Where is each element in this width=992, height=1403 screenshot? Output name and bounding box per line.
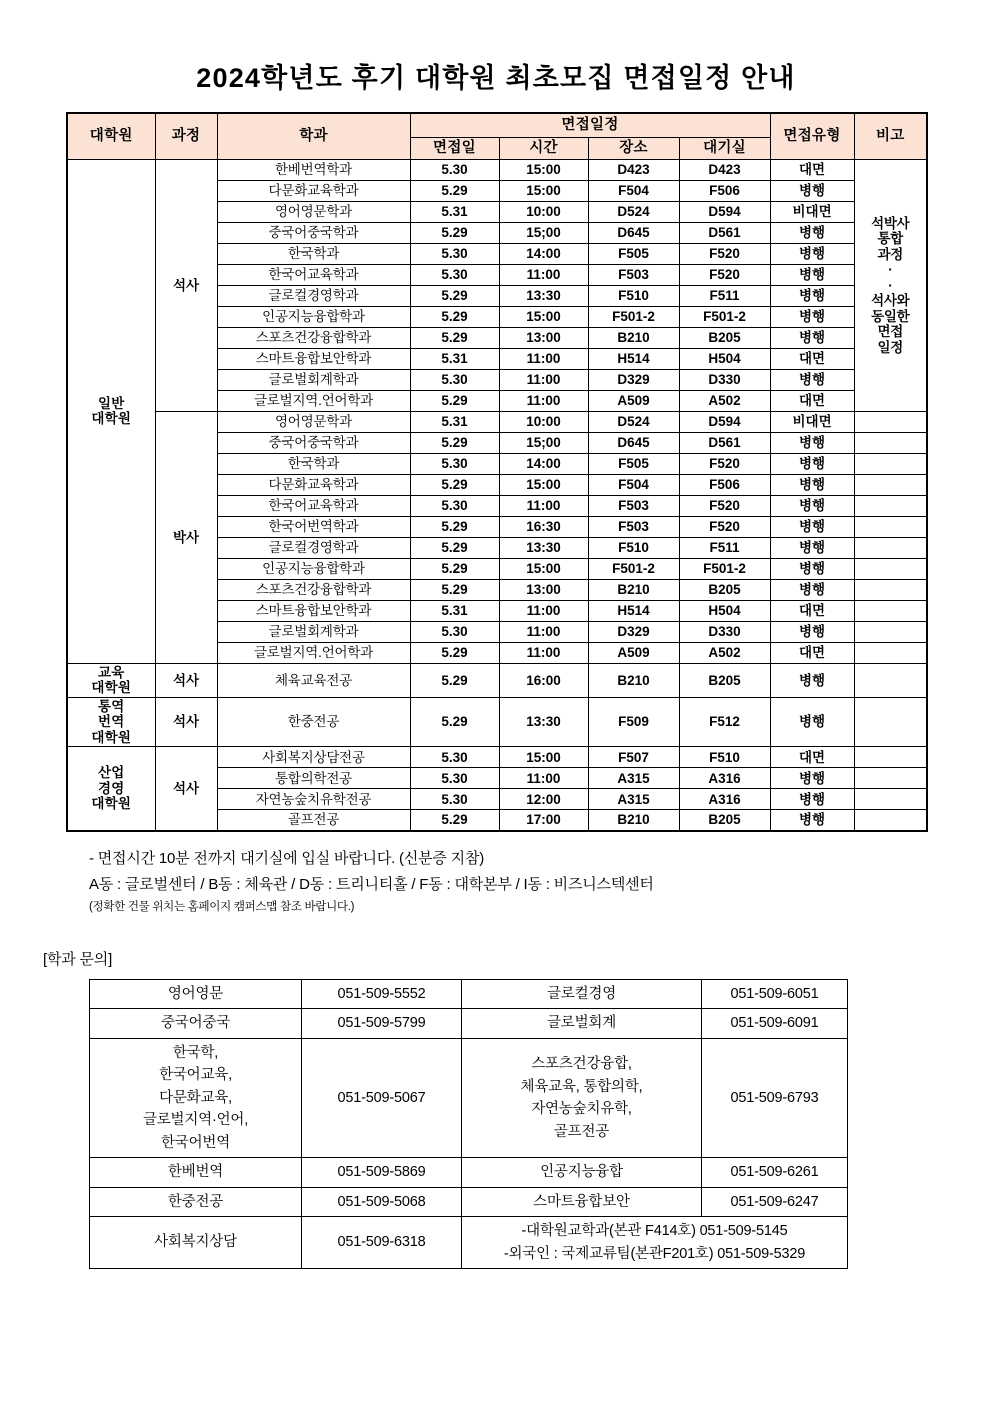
cell-interview-type: 병행 bbox=[770, 453, 854, 474]
cell-remarks-empty bbox=[854, 768, 927, 789]
cell-department: 골프전공 bbox=[217, 810, 410, 831]
cell-department: 인공지능융합학과 bbox=[217, 558, 410, 579]
cell-interview-type: 병행 bbox=[770, 243, 854, 264]
cell-interview-date: 5.31 bbox=[410, 600, 499, 621]
cell-interview-time: 17:00 bbox=[499, 810, 588, 831]
table-row bbox=[67, 747, 927, 768]
cell-interview-type: 병행 bbox=[770, 180, 854, 201]
contact-row bbox=[90, 1187, 848, 1216]
department-contact-table bbox=[89, 979, 848, 1269]
cell-interview-time: 10:00 bbox=[499, 201, 588, 222]
cell-interview-time: 15:00 bbox=[499, 306, 588, 327]
graduate-school-line: 대학원 bbox=[91, 411, 132, 427]
cell-interview-date: 5.30 bbox=[410, 159, 499, 180]
cell-department: 글로벌지역.언어학과 bbox=[217, 642, 410, 663]
cell-interview-time: 11:00 bbox=[499, 390, 588, 411]
contact-phone-2: 051-509-6247 bbox=[702, 1187, 848, 1216]
cell-interview-type: 병행 bbox=[770, 369, 854, 390]
cell-interview-place: F505 bbox=[588, 453, 679, 474]
cell-interview-time: 16:00 bbox=[499, 663, 588, 697]
cell-interview-type: 대면 bbox=[770, 642, 854, 663]
cell-department: 한국어교육학과 bbox=[217, 495, 410, 516]
cell-interview-type: 병행 bbox=[770, 222, 854, 243]
cell-interview-type: 병행 bbox=[770, 579, 854, 600]
interview-schedule-table bbox=[66, 112, 928, 832]
cell-department: 영어영문학과 bbox=[217, 201, 410, 222]
th-remarks: 비고 bbox=[854, 113, 927, 159]
cell-remarks-empty bbox=[854, 474, 927, 495]
cell-interview-type: 병행 bbox=[770, 285, 854, 306]
cell-interview-date: 5.29 bbox=[410, 663, 499, 697]
cell-interview-place: D645 bbox=[588, 222, 679, 243]
cell-interview-type: 비대면 bbox=[770, 411, 854, 432]
cell-interview-time: 11:00 bbox=[499, 768, 588, 789]
remarks-line: · bbox=[888, 262, 893, 278]
cell-interview-type: 대면 bbox=[770, 348, 854, 369]
th-graduate-school: 대학원 bbox=[67, 113, 155, 159]
cell-waiting-room: D594 bbox=[679, 201, 770, 222]
contact-row bbox=[90, 1038, 848, 1157]
contact-phone-2: 051-509-6793 bbox=[702, 1038, 848, 1157]
cell-interview-place: F510 bbox=[588, 285, 679, 306]
cell-interview-date: 5.29 bbox=[410, 697, 499, 747]
cell-interview-time: 14:00 bbox=[499, 243, 588, 264]
cell-waiting-room: F520 bbox=[679, 495, 770, 516]
cell-interview-type: 병행 bbox=[770, 621, 854, 642]
cell-interview-date: 5.30 bbox=[410, 264, 499, 285]
cell-interview-type: 병행 bbox=[770, 264, 854, 285]
cell-interview-date: 5.30 bbox=[410, 495, 499, 516]
cell-interview-place: H514 bbox=[588, 348, 679, 369]
cell-interview-date: 5.29 bbox=[410, 285, 499, 306]
remarks-line: 통합 bbox=[877, 231, 904, 247]
remarks-line: 면접 bbox=[877, 324, 904, 340]
cell-department: 스포츠건강융합학과 bbox=[217, 327, 410, 348]
cell-interview-date: 5.29 bbox=[410, 810, 499, 831]
cell-remarks-empty bbox=[854, 516, 927, 537]
contact-phone: 051-509-5552 bbox=[302, 980, 462, 1009]
cell-waiting-room: F511 bbox=[679, 537, 770, 558]
cell-interview-time: 11:00 bbox=[499, 642, 588, 663]
contact-department-line: 다문화교육, bbox=[159, 1089, 232, 1106]
cell-interview-time: 15:00 bbox=[499, 180, 588, 201]
cell-department: 스마트융합보안학과 bbox=[217, 600, 410, 621]
contact-department: 중국어중국 bbox=[90, 1009, 302, 1038]
cell-remarks-empty bbox=[854, 642, 927, 663]
contact-department-2: 인공지능융합 bbox=[462, 1158, 702, 1187]
cell-interview-place: F503 bbox=[588, 264, 679, 285]
cell-waiting-room: F520 bbox=[679, 516, 770, 537]
cell-interview-place: A315 bbox=[588, 768, 679, 789]
cell-department: 다문화교육학과 bbox=[217, 180, 410, 201]
cell-remarks-empty bbox=[854, 810, 927, 831]
contact-phone: 051-509-6318 bbox=[302, 1217, 462, 1269]
note-arrival-instruction: - 면접시간 10분 전까지 대기실에 입실 바랍니다. (신분증 지참) bbox=[89, 849, 485, 867]
contact-table-body bbox=[90, 980, 848, 1269]
cell-interview-place: F504 bbox=[588, 180, 679, 201]
cell-interview-time: 10:00 bbox=[499, 411, 588, 432]
cell-waiting-room: D561 bbox=[679, 432, 770, 453]
cell-waiting-room: A316 bbox=[679, 768, 770, 789]
cell-interview-type: 대면 bbox=[770, 600, 854, 621]
contact-row bbox=[90, 1009, 848, 1038]
contact-department bbox=[90, 1038, 302, 1157]
cell-waiting-room: F506 bbox=[679, 474, 770, 495]
cell-graduate-school bbox=[67, 159, 155, 663]
cell-interview-type: 대면 bbox=[770, 747, 854, 768]
cell-degree-course: 석사 bbox=[155, 697, 217, 747]
cell-remarks-empty bbox=[854, 558, 927, 579]
cell-remarks-empty bbox=[854, 663, 927, 697]
remarks-line: 석박사 bbox=[871, 215, 910, 231]
cell-interview-date: 5.29 bbox=[410, 579, 499, 600]
cell-interview-date: 5.31 bbox=[410, 201, 499, 222]
cell-interview-type: 병행 bbox=[770, 810, 854, 831]
cell-interview-time: 11:00 bbox=[499, 264, 588, 285]
cell-interview-place: D329 bbox=[588, 369, 679, 390]
graduate-school-line: 교육 bbox=[98, 664, 125, 680]
cell-waiting-room: F501-2 bbox=[679, 306, 770, 327]
cell-waiting-room: D423 bbox=[679, 159, 770, 180]
cell-waiting-room: F511 bbox=[679, 285, 770, 306]
contact-table-container bbox=[46, 979, 946, 1269]
cell-interview-place: F501-2 bbox=[588, 558, 679, 579]
cell-department: 한국학과 bbox=[217, 453, 410, 474]
graduate-school-line: 번역 bbox=[98, 714, 125, 730]
page-title: 2024학년도 후기 대학원 최초모집 면접일정 안내 bbox=[196, 63, 796, 93]
cell-department: 글로컬경영학과 bbox=[217, 285, 410, 306]
cell-waiting-room: F520 bbox=[679, 264, 770, 285]
cell-degree-course: 석사 bbox=[155, 159, 217, 411]
cell-interview-time: 15;00 bbox=[499, 432, 588, 453]
notes-section bbox=[46, 846, 946, 918]
cell-interview-place: B210 bbox=[588, 327, 679, 348]
cell-degree-course: 박사 bbox=[155, 411, 217, 663]
cell-remarks-empty bbox=[854, 537, 927, 558]
cell-department: 한국학과 bbox=[217, 243, 410, 264]
cell-interview-time: 15:00 bbox=[499, 159, 588, 180]
contact-row bbox=[90, 1158, 848, 1187]
th-interview-type: 면접유형 bbox=[770, 113, 854, 159]
cell-interview-type: 대면 bbox=[770, 390, 854, 411]
schedule-table-container bbox=[66, 112, 926, 832]
cell-remarks-empty bbox=[854, 747, 927, 768]
cell-interview-type: 비대면 bbox=[770, 201, 854, 222]
cell-remarks-empty bbox=[854, 600, 927, 621]
cell-degree-course: 석사 bbox=[155, 663, 217, 697]
cell-interview-time: 11:00 bbox=[499, 348, 588, 369]
cell-interview-type: 병행 bbox=[770, 558, 854, 579]
cell-interview-place: D524 bbox=[588, 411, 679, 432]
cell-interview-date: 5.30 bbox=[410, 453, 499, 474]
cell-interview-date: 5.30 bbox=[410, 243, 499, 264]
contact-office-line: -대학원교학과(본관 F414호) 051-509-5145 bbox=[521, 1223, 788, 1240]
cell-waiting-room: F506 bbox=[679, 180, 770, 201]
cell-interview-place: B210 bbox=[588, 663, 679, 697]
cell-interview-time: 14:00 bbox=[499, 453, 588, 474]
cell-department: 글로벌지역.언어학과 bbox=[217, 390, 410, 411]
cell-waiting-room: B205 bbox=[679, 579, 770, 600]
cell-waiting-room: F501-2 bbox=[679, 558, 770, 579]
cell-department: 체육교육전공 bbox=[217, 663, 410, 697]
th-degree-course: 과정 bbox=[155, 113, 217, 159]
graduate-school-line: 통역 bbox=[98, 698, 125, 714]
note-building-legend: A동 : 글로벌센터 / B동 : 체육관 / D동 : 트리니티홀 / F동 : 대학본부 / I동 : 비즈니스텍센터 bbox=[89, 876, 654, 894]
table-row bbox=[67, 411, 927, 432]
contact-department-2-line: 체육교육, 통합의학, bbox=[520, 1078, 643, 1095]
cell-department: 한베번역학과 bbox=[217, 159, 410, 180]
contact-department-2-line: 스포츠건강융합, bbox=[531, 1056, 632, 1073]
contact-phone-2: 051-509-6091 bbox=[702, 1009, 848, 1038]
cell-department: 자연농숲치유학전공 bbox=[217, 789, 410, 810]
cell-waiting-room: A316 bbox=[679, 789, 770, 810]
remarks-line: · bbox=[888, 277, 893, 293]
cell-remarks bbox=[854, 159, 927, 411]
schedule-table-body bbox=[67, 159, 927, 831]
contact-department: 사회복지상담 bbox=[90, 1217, 302, 1269]
cell-interview-time: 13:30 bbox=[499, 537, 588, 558]
cell-interview-type: 병행 bbox=[770, 663, 854, 697]
cell-interview-time: 11:00 bbox=[499, 621, 588, 642]
cell-interview-type: 대면 bbox=[770, 159, 854, 180]
contact-phone: 051-509-5799 bbox=[302, 1009, 462, 1038]
contact-department: 한중전공 bbox=[90, 1187, 302, 1216]
contact-department-line: 글로벌지역·언어, bbox=[142, 1112, 249, 1129]
cell-interview-date: 5.29 bbox=[410, 327, 499, 348]
cell-interview-time: 13:30 bbox=[499, 697, 588, 747]
cell-interview-date: 5.30 bbox=[410, 789, 499, 810]
cell-department: 스포츠건강융합학과 bbox=[217, 579, 410, 600]
cell-interview-type: 병행 bbox=[770, 327, 854, 348]
cell-interview-type: 병행 bbox=[770, 474, 854, 495]
contact-department-2-line: 골프전공 bbox=[553, 1123, 610, 1140]
cell-interview-place: F505 bbox=[588, 243, 679, 264]
cell-degree-course: 석사 bbox=[155, 747, 217, 831]
cell-waiting-room: B205 bbox=[679, 663, 770, 697]
remarks-line: 동일한 bbox=[871, 308, 910, 324]
cell-graduate-school bbox=[67, 747, 155, 831]
cell-interview-date: 5.29 bbox=[410, 558, 499, 579]
cell-interview-place: F503 bbox=[588, 516, 679, 537]
cell-department: 글로벌회계학과 bbox=[217, 621, 410, 642]
remarks-line: 일정 bbox=[877, 339, 904, 355]
cell-interview-time: 15:00 bbox=[499, 474, 588, 495]
cell-department: 인공지능융합학과 bbox=[217, 306, 410, 327]
cell-interview-place: A509 bbox=[588, 642, 679, 663]
contact-office-line: -외국인 : 국제교류팀(본관F201호) 051-509-5329 bbox=[503, 1245, 806, 1262]
cell-interview-date: 5.29 bbox=[410, 642, 499, 663]
cell-interview-type: 병행 bbox=[770, 516, 854, 537]
graduate-school-line: 대학원 bbox=[91, 729, 132, 745]
cell-waiting-room: B205 bbox=[679, 327, 770, 348]
cell-interview-place: B210 bbox=[588, 810, 679, 831]
contact-phone: 051-509-5067 bbox=[302, 1038, 462, 1157]
cell-interview-type: 병행 bbox=[770, 495, 854, 516]
contact-department-2: 스마트융합보안 bbox=[462, 1187, 702, 1216]
remarks-line: 과정 bbox=[877, 246, 904, 262]
contact-office-info bbox=[462, 1217, 848, 1269]
cell-interview-time: 13:00 bbox=[499, 327, 588, 348]
cell-department: 한국어교육학과 bbox=[217, 264, 410, 285]
cell-interview-place: F510 bbox=[588, 537, 679, 558]
cell-department: 중국어중국학과 bbox=[217, 222, 410, 243]
contact-department-2 bbox=[462, 1038, 702, 1157]
cell-interview-date: 5.30 bbox=[410, 768, 499, 789]
cell-interview-date: 5.30 bbox=[410, 621, 499, 642]
contact-department: 영어영문 bbox=[90, 980, 302, 1009]
th-interview-place: 장소 bbox=[588, 137, 679, 159]
cell-interview-place: F501-2 bbox=[588, 306, 679, 327]
schedule-table-head bbox=[67, 113, 927, 159]
contact-phone-2: 051-509-6261 bbox=[702, 1158, 848, 1187]
cell-interview-date: 5.30 bbox=[410, 369, 499, 390]
cell-remarks-empty bbox=[854, 453, 927, 474]
cell-interview-time: 11:00 bbox=[499, 495, 588, 516]
graduate-school-line: 산업 bbox=[98, 765, 125, 781]
cell-waiting-room: F520 bbox=[679, 243, 770, 264]
contact-department: 한베번역 bbox=[90, 1158, 302, 1187]
cell-interview-date: 5.29 bbox=[410, 180, 499, 201]
remarks-line: 석사와 bbox=[871, 293, 910, 309]
cell-waiting-room: A502 bbox=[679, 390, 770, 411]
cell-interview-place: H514 bbox=[588, 600, 679, 621]
contact-department-2: 글로컬경영 bbox=[462, 980, 702, 1009]
cell-waiting-room: A502 bbox=[679, 642, 770, 663]
graduate-school-line: 대학원 bbox=[91, 796, 132, 812]
cell-waiting-room: B205 bbox=[679, 810, 770, 831]
cell-interview-date: 5.29 bbox=[410, 537, 499, 558]
cell-waiting-room: D330 bbox=[679, 369, 770, 390]
cell-remarks-empty bbox=[854, 579, 927, 600]
contact-phone-2: 051-509-6051 bbox=[702, 980, 848, 1009]
contact-department-2: 글로벌회계 bbox=[462, 1009, 702, 1038]
cell-interview-time: 15:00 bbox=[499, 747, 588, 768]
cell-remarks-empty bbox=[854, 621, 927, 642]
cell-interview-time: 15;00 bbox=[499, 222, 588, 243]
cell-waiting-room: H504 bbox=[679, 600, 770, 621]
table-row bbox=[67, 159, 927, 180]
cell-interview-time: 15:00 bbox=[499, 558, 588, 579]
cell-waiting-room: F512 bbox=[679, 697, 770, 747]
contact-department-line: 한국학, bbox=[172, 1044, 219, 1061]
cell-interview-place: B210 bbox=[588, 579, 679, 600]
th-department: 학과 bbox=[217, 113, 410, 159]
cell-interview-date: 5.29 bbox=[410, 222, 499, 243]
cell-interview-time: 11:00 bbox=[499, 600, 588, 621]
cell-remarks-empty bbox=[854, 411, 927, 432]
table-row bbox=[67, 697, 927, 747]
cell-interview-type: 병행 bbox=[770, 768, 854, 789]
contact-phone: 051-509-5869 bbox=[302, 1158, 462, 1187]
cell-interview-place: A509 bbox=[588, 390, 679, 411]
cell-remarks-empty bbox=[854, 432, 927, 453]
cell-interview-date: 5.29 bbox=[410, 306, 499, 327]
cell-graduate-school bbox=[67, 697, 155, 747]
cell-department: 중국어중국학과 bbox=[217, 432, 410, 453]
cell-interview-place: F504 bbox=[588, 474, 679, 495]
cell-interview-type: 병행 bbox=[770, 537, 854, 558]
contact-department-2-line: 자연농숲치유학, bbox=[531, 1101, 632, 1118]
header-row-top bbox=[67, 113, 927, 137]
cell-interview-date: 5.31 bbox=[410, 348, 499, 369]
cell-department: 글로벌회계학과 bbox=[217, 369, 410, 390]
cell-waiting-room: F510 bbox=[679, 747, 770, 768]
cell-department: 스마트융합보안학과 bbox=[217, 348, 410, 369]
cell-department: 영어영문학과 bbox=[217, 411, 410, 432]
graduate-school-line: 일반 bbox=[98, 395, 125, 411]
th-interview-date: 면접일 bbox=[410, 137, 499, 159]
cell-interview-time: 13:00 bbox=[499, 579, 588, 600]
cell-interview-place: D423 bbox=[588, 159, 679, 180]
cell-interview-time: 13:30 bbox=[499, 285, 588, 306]
cell-department: 글로컬경영학과 bbox=[217, 537, 410, 558]
cell-interview-type: 병행 bbox=[770, 306, 854, 327]
table-row bbox=[67, 663, 927, 697]
contact-phone: 051-509-5068 bbox=[302, 1187, 462, 1216]
contact-row bbox=[90, 980, 848, 1009]
graduate-school-line: 경영 bbox=[98, 780, 125, 796]
cell-department: 사회복지상담전공 bbox=[217, 747, 410, 768]
cell-interview-time: 12:00 bbox=[499, 789, 588, 810]
cell-interview-place: F507 bbox=[588, 747, 679, 768]
cell-interview-time: 11:00 bbox=[499, 369, 588, 390]
cell-remarks-empty bbox=[854, 789, 927, 810]
cell-waiting-room: F520 bbox=[679, 453, 770, 474]
cell-interview-place: A315 bbox=[588, 789, 679, 810]
cell-interview-date: 5.31 bbox=[410, 411, 499, 432]
cell-waiting-room: D594 bbox=[679, 411, 770, 432]
contact-department-line: 한국어교육, bbox=[159, 1067, 232, 1084]
cell-department: 한중전공 bbox=[217, 697, 410, 747]
cell-interview-date: 5.29 bbox=[410, 432, 499, 453]
cell-waiting-room: D330 bbox=[679, 621, 770, 642]
cell-interview-time: 16:30 bbox=[499, 516, 588, 537]
contact-section-heading: [학과 문의] bbox=[43, 951, 113, 969]
cell-department: 다문화교육학과 bbox=[217, 474, 410, 495]
contact-row bbox=[90, 1217, 848, 1269]
cell-interview-place: F503 bbox=[588, 495, 679, 516]
cell-interview-date: 5.30 bbox=[410, 747, 499, 768]
cell-interview-date: 5.29 bbox=[410, 474, 499, 495]
contact-department-line: 한국어번역 bbox=[160, 1134, 231, 1151]
cell-waiting-room: H504 bbox=[679, 348, 770, 369]
cell-interview-place: F509 bbox=[588, 697, 679, 747]
cell-department: 한국어번역학과 bbox=[217, 516, 410, 537]
cell-interview-place: D645 bbox=[588, 432, 679, 453]
cell-interview-type: 병행 bbox=[770, 789, 854, 810]
cell-remarks-empty bbox=[854, 697, 927, 747]
cell-department: 통합의학전공 bbox=[217, 768, 410, 789]
cell-interview-type: 병행 bbox=[770, 697, 854, 747]
th-interview-time: 시간 bbox=[499, 137, 588, 159]
cell-interview-date: 5.29 bbox=[410, 516, 499, 537]
th-waiting-room: 대기실 bbox=[679, 137, 770, 159]
note-campus-map: (정확한 건물 위치는 홈페이지 캠퍼스맵 참조 바랍니다.) bbox=[89, 901, 355, 914]
th-interview-schedule-group: 면접일정 bbox=[410, 113, 770, 137]
cell-remarks-empty bbox=[854, 495, 927, 516]
cell-interview-place: D524 bbox=[588, 201, 679, 222]
cell-interview-place: D329 bbox=[588, 621, 679, 642]
graduate-school-line: 대학원 bbox=[91, 680, 132, 696]
cell-interview-date: 5.29 bbox=[410, 390, 499, 411]
cell-graduate-school bbox=[67, 663, 155, 697]
cell-waiting-room: D561 bbox=[679, 222, 770, 243]
cell-interview-type: 병행 bbox=[770, 432, 854, 453]
